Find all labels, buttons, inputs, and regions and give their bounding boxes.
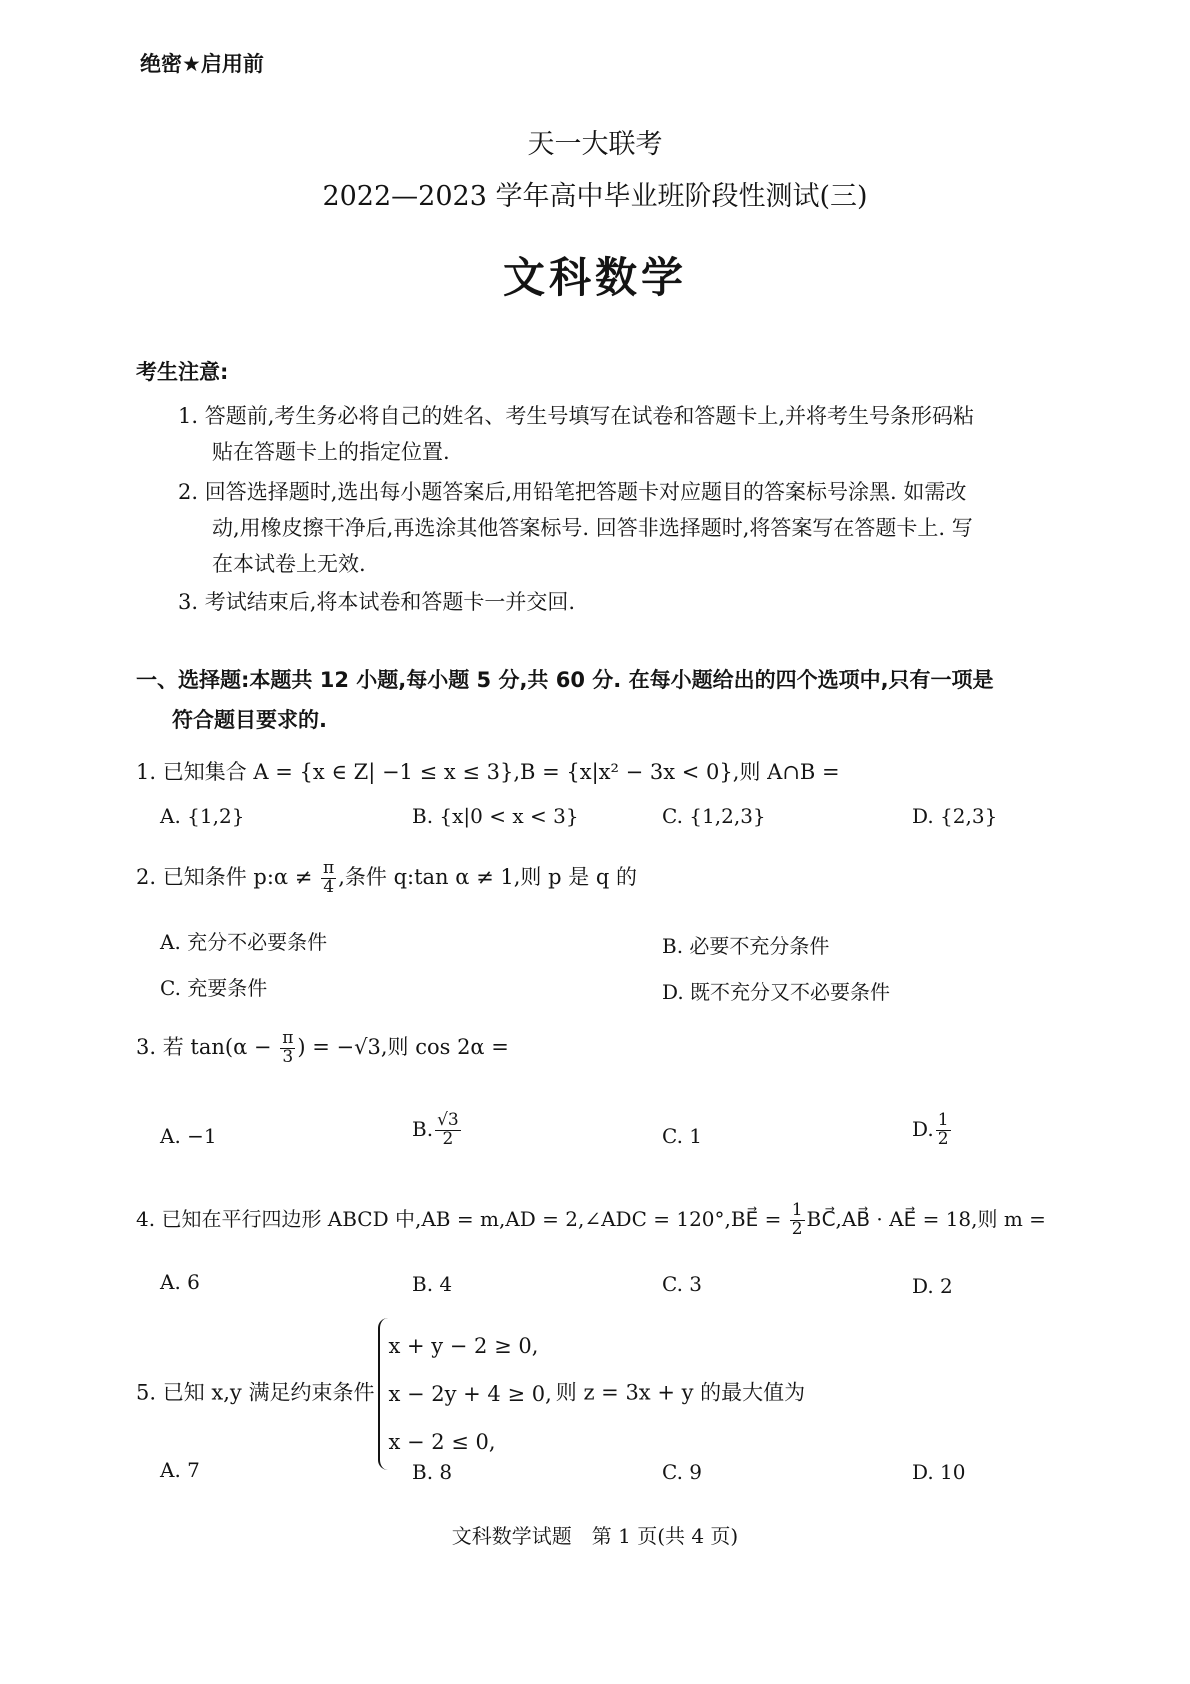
q3-option-d: D. $\frac{1}{2}$ xyxy=(912,1110,949,1149)
q4-option-a: A. 6 xyxy=(160,1270,200,1294)
q5-option-b: B. 8 xyxy=(412,1460,453,1484)
page-footer: 文科数学试题 第 1 页(共 4 页) xyxy=(451,1524,739,1548)
notice-line: 在本试卷上无效. xyxy=(212,552,366,576)
subject-title: 文科数学 xyxy=(502,253,687,302)
fraction: $\frac{\pi}{4}$ xyxy=(323,858,335,897)
notice-line: 3. 考试结束后,将本试卷和答题卡一并交回. xyxy=(178,590,576,614)
secret-mark: 绝密★启用前 xyxy=(140,52,264,76)
notice-line: 动,用橡皮擦干净后,再选涂其他答案标号. 回答非选择题时,将答案写在答题卡上. 写 xyxy=(212,516,973,540)
q2-option-a: A. 充分不必要条件 xyxy=(160,930,328,954)
q2-option-b: B. 必要不充分条件 xyxy=(662,934,830,958)
q3-option-a: A. −1 xyxy=(160,1124,217,1148)
question-1-stem: 1. 已知集合 A = {x ∈ Z| −1 ≤ x ≤ 3},B = {x|x² − 3x < 0},则 A∩B = xyxy=(136,760,840,784)
q3-option-c: C. 1 xyxy=(662,1124,703,1148)
q1-option-c: C. {1,2,3} xyxy=(662,804,766,828)
q2-option-d: D. 既不充分又不必要条件 xyxy=(662,980,891,1004)
notice-line: 1. 答题前,考生务必将自己的姓名、考生号填写在试卷和答题卡上,并将考生号条形码粘 xyxy=(178,404,975,428)
q4-option-b: B. 4 xyxy=(412,1272,453,1296)
section-title: 一、选择题:本题共 12 小题,每小题 5 分,共 60 分. 在每小题给出的四个选项中,只有一项是 xyxy=(136,668,994,692)
question-4-stem: 4. 已知在平行四边形 ABCD 中,AB = m,AD = 2,∠ADC = 120°,BE⃗ = $\frac{1}{2}$ BC⃗,AB⃗ · AE⃗ = 18,则 m = xyxy=(136,1200,1046,1239)
q2-option-c: C. 充要条件 xyxy=(160,976,268,1000)
question-2-stem: 2. 已知条件 p:α ≠ $\frac{\pi}{4}$ ,条件 q:tan α ≠ 1,则 p 是 q 的 xyxy=(136,858,638,897)
fraction: $\frac{1}{2}$ xyxy=(791,1200,803,1239)
q1-option-a: A. {1,2} xyxy=(160,804,245,828)
notice-title: 考生注意: xyxy=(136,360,229,384)
q3-option-b: B. $\frac{√3}{2}$ xyxy=(412,1110,459,1149)
fraction: $\frac{1}{2}$ xyxy=(937,1110,949,1149)
q4-option-c: C. 3 xyxy=(662,1272,703,1296)
q5-option-d: D. 10 xyxy=(912,1460,966,1484)
organizer-title: 天一大联考 xyxy=(527,129,663,160)
notice-line: 2. 回答选择题时,选出每小题答案后,用铅笔把答题卡对应题目的答案标号涂黑. 如需改 xyxy=(178,480,967,504)
notice-line: 贴在答题卡上的指定位置. xyxy=(212,440,450,464)
q4-option-d: D. 2 xyxy=(912,1274,953,1298)
question-3-stem: 3. 若 tan(α − $\frac{\pi}{3}$ ) = −√3,则 cos 2α = xyxy=(136,1028,509,1067)
section-title-cont: 符合题目要求的. xyxy=(172,708,327,732)
q5-option-c: C. 9 xyxy=(662,1460,703,1484)
fraction: $\frac{√3}{2}$ xyxy=(437,1110,459,1149)
q5-option-a: A. 7 xyxy=(160,1458,200,1482)
fraction: $\frac{\pi}{3}$ xyxy=(282,1028,294,1067)
question-5-stem: 5. 已知 x,y 满足约束条件 x + y − 2 ≥ 0, x − 2y + 4 ≥ 0, x − 2 ≤ 0, 则 z = 3x + y 的最大值为 xyxy=(136,1318,805,1470)
q1-option-d: D. {2,3} xyxy=(912,804,998,828)
test-name: 2022—2023 学年高中毕业班阶段性测试(三) xyxy=(322,181,868,212)
q1-option-b: B. {x|0 < x < 3} xyxy=(412,804,579,828)
constraint-system: x + y − 2 ≥ 0, x − 2y + 4 ≥ 0, x − 2 ≤ 0, xyxy=(378,1318,551,1470)
